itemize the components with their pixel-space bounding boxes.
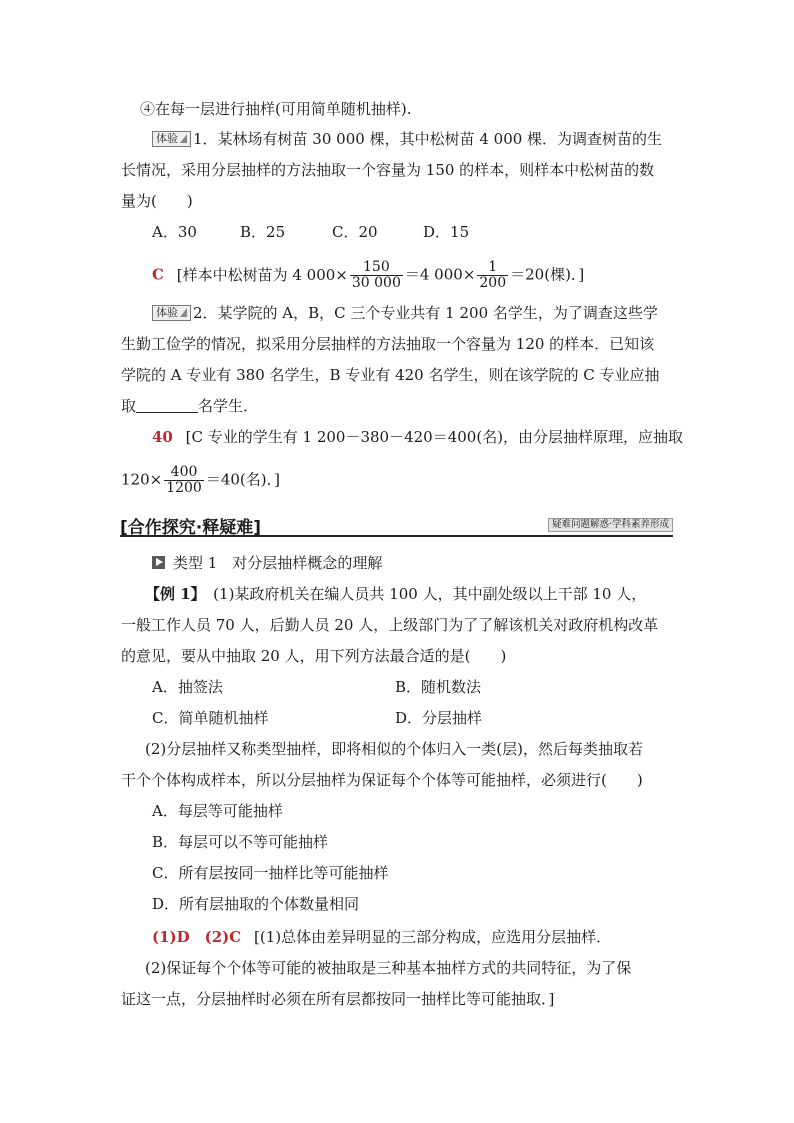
q1-solution bbox=[152, 260, 584, 291]
q2-line-3: 学院的 A 专业有 380 名学生，B 专业有 420 名学生，则在该学院的 C 专业应抽 bbox=[121, 366, 660, 384]
section-header bbox=[120, 515, 673, 537]
section-title: [合作探究·释疑难] bbox=[120, 518, 261, 538]
ex1-line-1 bbox=[145, 584, 646, 604]
ex1-p2-option-c: C．所有层按同一抽样比等可能抽样 bbox=[152, 864, 389, 882]
ex1-solution-line-3: 证这一点，分层抽样时必须在所有层都按同一抽样比等可能抽取．] bbox=[121, 990, 555, 1008]
experience-badge-icon: 体验 bbox=[152, 305, 191, 321]
q1-option-d: D．15 bbox=[423, 223, 470, 241]
q1-frac2-num: 1 bbox=[488, 259, 498, 275]
q1-fraction-1 bbox=[350, 260, 403, 291]
q2-line4-post: 名学生． bbox=[198, 397, 259, 415]
ex1-option-b: B．随机数法 bbox=[395, 678, 482, 696]
q2-sol-text: [C 专业的学生有 1 200－380－420＝400(名)，由分层抽样原理，应抽取 bbox=[185, 428, 684, 446]
q1-option-c: C．20 bbox=[332, 223, 378, 241]
q2-text-1: 2．某学院的 A，B，C 三个专业共有 1 200 名学生，为了调查这些学 bbox=[193, 304, 658, 322]
ex1-sol-text-1: [(1)总体由差异明显的三部分构成，应选用分层抽样． bbox=[254, 928, 612, 946]
q2-sol-pre: 120× bbox=[121, 470, 163, 489]
type-1-text: 类型 1 对分层抽样概念的理解 bbox=[173, 554, 383, 572]
q1-sol-pre: [样本中松树苗为 4 000× bbox=[176, 265, 348, 284]
q1-answer: C bbox=[152, 265, 164, 284]
q1-sol-post: ＝20(棵)．] bbox=[510, 265, 585, 284]
answer-blank bbox=[136, 396, 198, 413]
q2-line-2: 生勤工俭学的情况，拟采用分层抽样的方法抽取一个容量为 120 的样本．已知该 bbox=[121, 335, 655, 353]
q1-fraction-2 bbox=[477, 260, 508, 291]
ex1-line-3: 的意见，要从中抽取 20 人，用下列方法最合适的是( ) bbox=[121, 647, 507, 665]
q1-frac2-den: 200 bbox=[479, 275, 507, 291]
q2-solution-line-1 bbox=[152, 427, 683, 447]
q1-line-3: 量为( ) bbox=[121, 192, 193, 210]
q1-sol-mid: ＝4 000× bbox=[404, 265, 476, 284]
ex1-answer: (1)D (2)C bbox=[152, 928, 242, 946]
ex1-solution-line-1 bbox=[152, 927, 611, 947]
q2-answer: 40 bbox=[152, 428, 173, 446]
ex1-p1-text-1: (1)某政府机关在编人员共 100 人，其中副处级以上干部 10 人， bbox=[198, 585, 647, 603]
q1-line-2: 长情况，采用分层抽样的方法抽取一个容量为 150 的样本，则样本中松树苗的数 bbox=[121, 161, 655, 179]
q1-frac1-num: 150 bbox=[363, 259, 390, 275]
q2-frac-den: 1200 bbox=[166, 480, 202, 496]
q1-line-1 bbox=[152, 129, 662, 149]
ex1-solution-line-2: (2)保证每个个体等可能的被抽取是三种基本抽样方式的共同特征，为了保 bbox=[145, 959, 632, 977]
q2-line4-pre: 取 bbox=[121, 397, 137, 415]
q1-frac1-den: 30 000 bbox=[351, 275, 401, 291]
q2-frac-num: 400 bbox=[170, 464, 198, 480]
ex1-line-2: 一般工作人员 70 人，后勤人员 20 人，上级部门为了了解该机关对政府机构改革 bbox=[121, 616, 659, 634]
play-triangle-icon bbox=[152, 556, 165, 569]
experience-badge-icon: 体验 bbox=[152, 131, 191, 147]
ex1-p2-line-2: 干个个体构成样本，所以分层抽样为保证每个个体等可能抽样，必须进行( ) bbox=[121, 771, 643, 789]
ex1-option-c: C．简单随机抽样 bbox=[152, 709, 269, 727]
ex1-p2-option-a: A．每层等可能抽样 bbox=[152, 802, 283, 820]
ex1-option-a: A．抽签法 bbox=[152, 678, 223, 696]
q1-text-1: 1．某林场有树苗 30 000 棵，其中松树苗 4 000 棵．为调查树苗的生 bbox=[193, 130, 663, 148]
q2-solution-line-2 bbox=[121, 465, 280, 496]
ex1-p2-option-b: B．每层可以不等可能抽样 bbox=[152, 833, 329, 851]
ex1-p2-option-d: D．所有层抽取的个体数量相同 bbox=[152, 895, 360, 913]
ex1-p2-line-1: (2)分层抽样又称类型抽样，即将相似的个体归入一类(层)，然后每类抽取若 bbox=[145, 740, 643, 758]
ex1-label: 【例 1】 bbox=[145, 585, 199, 603]
q1-option-a: A．30 bbox=[152, 223, 197, 241]
q2-fraction bbox=[164, 465, 204, 496]
q1-option-b: B．25 bbox=[240, 223, 286, 241]
q2-line-4 bbox=[121, 396, 258, 416]
section-tag: 疑难问题解惑·学科素养形成 bbox=[548, 518, 673, 532]
type-1-heading bbox=[152, 553, 382, 573]
ex1-option-d: D．分层抽样 bbox=[395, 709, 483, 727]
step-4-text: ④在每一层进行抽样(可用简单随机抽样). bbox=[140, 100, 412, 118]
q2-line-1 bbox=[152, 303, 658, 323]
q2-sol-post: ＝40(名)．] bbox=[205, 470, 280, 489]
